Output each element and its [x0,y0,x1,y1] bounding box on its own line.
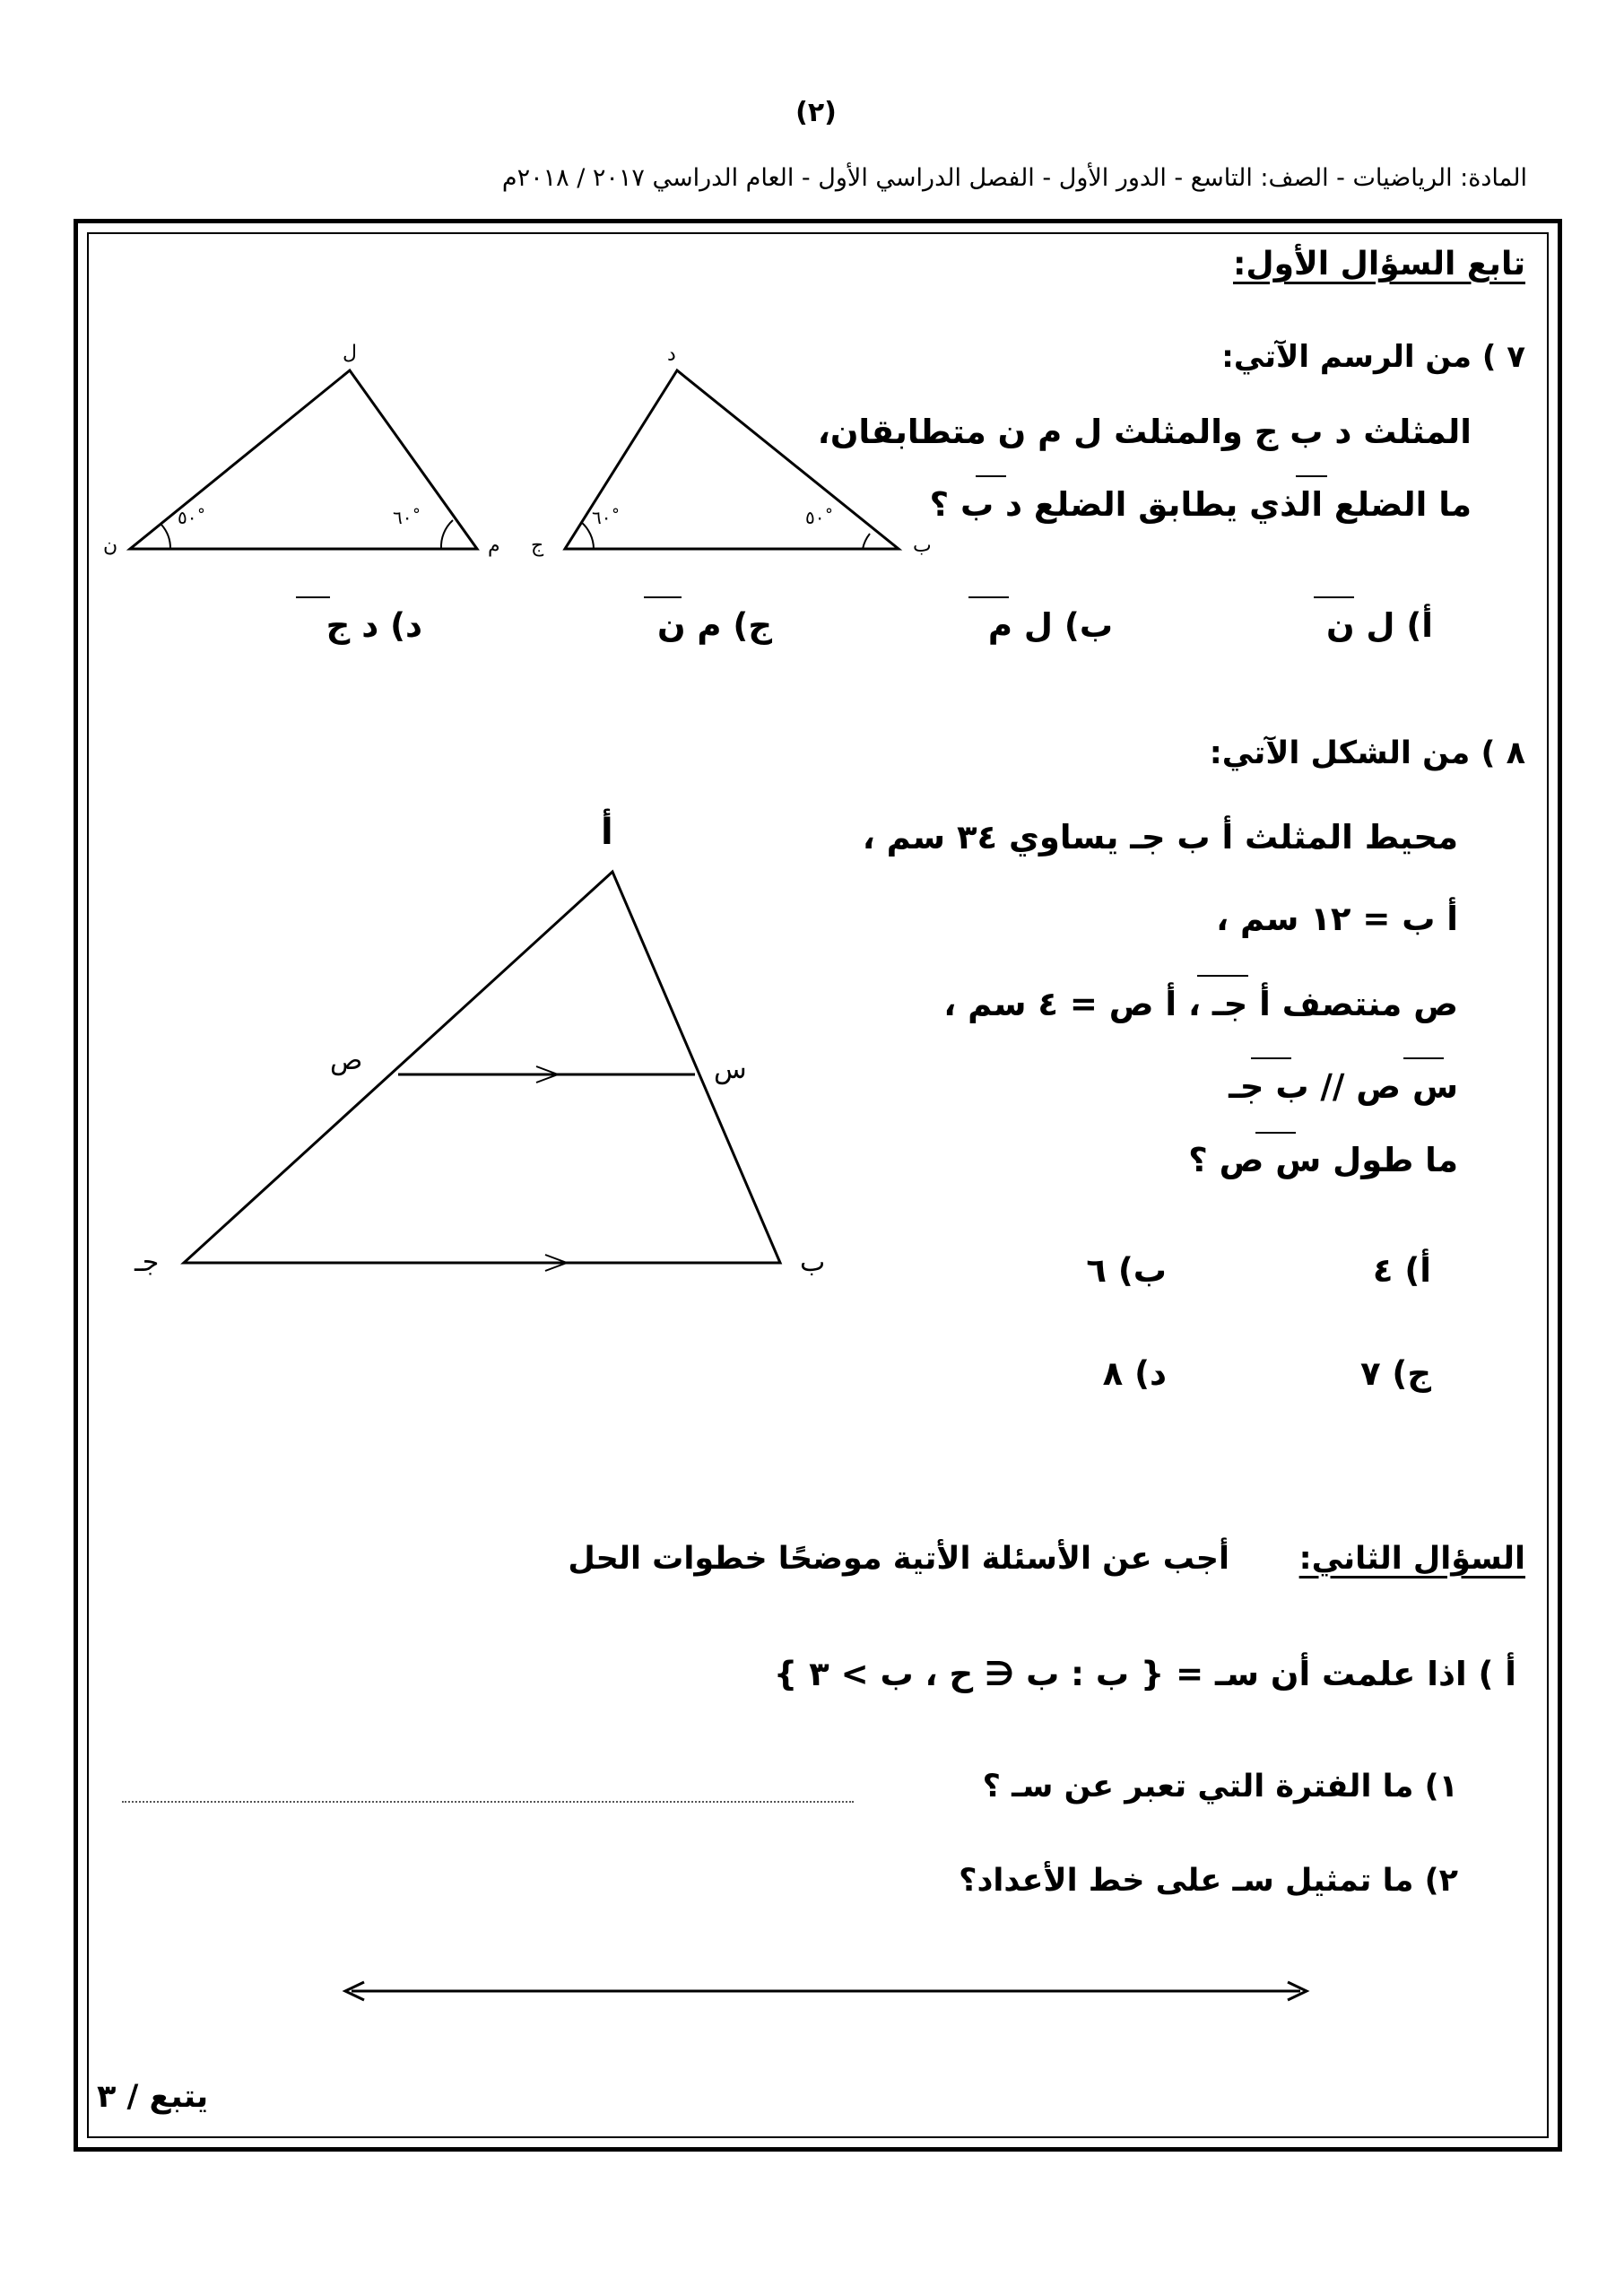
question-7-line2: ما الضلع الذي يطابق الضلع د ب ؟ [929,485,1472,524]
question-8-line2: أ ب = ١٢ سم ، [1216,900,1458,938]
q7-option-a[interactable]: أ) ل ن [1325,606,1433,645]
q8-option-b[interactable]: ب) ٦ [1086,1251,1167,1290]
triangle1-angle-right: ٥٠ْ [805,507,825,528]
continue-note: يتبع / ٣ [97,2079,209,2115]
triangle2-angle-left: ٥٠ْ [178,507,197,528]
q7-option-b[interactable]: ب) ل م [987,606,1113,645]
exam-info: المادة: الرياضيات - الصف: التاسع - الدور الأول - الفصل الدراسي الأول - العام الدراسي ٢٠١٧ / ٢٠١٨م [501,164,1527,192]
triangle1-vertex-right: ب [913,535,932,557]
question-8-line1: محيط المثلث أ ب جـ يساوي ٣٤ سم ، [862,818,1458,857]
figure-vertex-a: أ [601,812,613,853]
triangle1-vertex-left: ج [531,535,544,557]
question-8-line5: ما طول س ص ؟ [1188,1141,1458,1179]
part-a-statement: أ ) اذا علمت أن سـ = { ب : ب ∈ ح ، ب > ٣ } [773,1655,1516,1693]
triangle2-vertex-right: م [488,535,500,557]
figure-point-s: ص [330,1045,363,1076]
part-a-question-1: ١) ما الفترة التي تعبر عن سـ ؟ [982,1769,1458,1805]
section-title: تابع السؤال الأول: [1232,246,1525,283]
triangle2-vertex-top: ل [343,342,357,364]
question-7-intro: ٧ ) من الرسم الآتي: [1221,339,1525,375]
triangle1-vertex-top: د [667,344,676,366]
q7-option-d[interactable]: د) د ج [326,606,422,645]
triangle2-vertex-left: ن [103,535,118,557]
figure-point-p: س [714,1054,747,1085]
figure-vertex-j: جـ [135,1247,160,1278]
q8-option-c[interactable]: ج) ٧ [1359,1354,1431,1393]
question-8-intro: ٨ ) من الشكل الآتي: [1209,735,1525,771]
page-number: (٢) [795,97,837,128]
q7-option-c[interactable]: ج) م ن [656,606,772,645]
figure-vertex-b: ب [800,1247,826,1278]
q8-option-d[interactable]: د) ٨ [1102,1354,1167,1393]
part-a-question-2: ٢) ما تمثيل سـ على خط الأعداد؟ [959,1863,1458,1899]
question-8-line3: ص منتصف أ جـ ، أ ص = ٤ سم ، [943,985,1458,1023]
triangle2-angle-right: ٦٠ْ [393,507,413,528]
section2-instruction: أجب عن الأسئلة الأتية موضحًا خطوات الحل [568,1541,1229,1577]
section2-title: السؤال الثاني: [1298,1541,1525,1577]
q8-option-a[interactable]: أ) ٤ [1372,1251,1431,1290]
triangle1-angle-left: ٦٠ْ [592,507,612,528]
question-8-line4: س ص // ب جـ [1229,1067,1458,1106]
question-7-line1: المثلث د ب ج والمثلث ل م ن متطابقان، [817,413,1472,451]
